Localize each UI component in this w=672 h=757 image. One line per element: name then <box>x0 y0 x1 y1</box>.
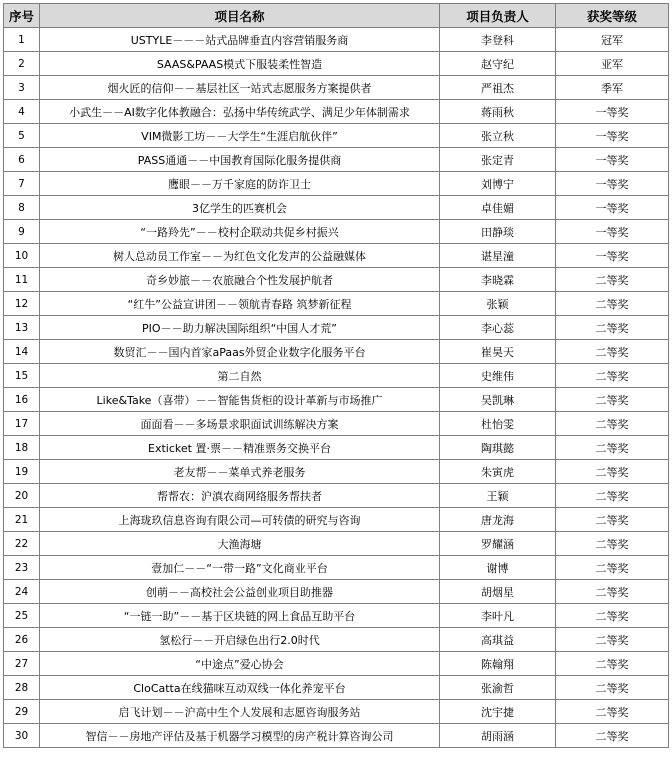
cell-project: 老友帮－－菜单式养老服务 <box>40 460 440 484</box>
cell-index: 13 <box>4 316 40 340</box>
cell-index: 19 <box>4 460 40 484</box>
cell-award: 二等奖 <box>556 412 669 436</box>
cell-owner: 田静琰 <box>440 220 556 244</box>
cell-project: SAAS&PAAS模式下服装柔性智造 <box>40 52 440 76</box>
cell-project: 大渔海塘 <box>40 532 440 556</box>
cell-award: 二等奖 <box>556 532 669 556</box>
cell-owner: 张定青 <box>440 148 556 172</box>
cell-owner: 胡雨涵 <box>440 724 556 748</box>
table-row <box>4 172 669 196</box>
cell-index: 6 <box>4 148 40 172</box>
cell-index: 14 <box>4 340 40 364</box>
cell-award: 一等奖 <box>556 220 669 244</box>
cell-index: 20 <box>4 484 40 508</box>
table-row <box>4 340 669 364</box>
cell-owner: 谢博 <box>440 556 556 580</box>
cell-award: 一等奖 <box>556 100 669 124</box>
cell-owner: 李晓霖 <box>440 268 556 292</box>
cell-index: 17 <box>4 412 40 436</box>
cell-owner: 高琪益 <box>440 628 556 652</box>
cell-project: 帮帮农：沪滇农商网络服务帮扶者 <box>40 484 440 508</box>
cell-award: 二等奖 <box>556 604 669 628</box>
cell-index: 15 <box>4 364 40 388</box>
cell-project: “红牛”公益宣讲团－－领航青春路 筑梦新征程 <box>40 292 440 316</box>
cell-owner: 蒋雨秋 <box>440 100 556 124</box>
cell-index: 21 <box>4 508 40 532</box>
cell-owner: 赵守纪 <box>440 52 556 76</box>
cell-index: 7 <box>4 172 40 196</box>
cell-index: 16 <box>4 388 40 412</box>
table-row <box>4 676 669 700</box>
cell-owner: 李叶凡 <box>440 604 556 628</box>
cell-index: 4 <box>4 100 40 124</box>
cell-owner: 唐龙海 <box>440 508 556 532</box>
table-row <box>4 580 669 604</box>
cell-award: 二等奖 <box>556 484 669 508</box>
cell-project: PIO－－助力解决国际组织“中国人才荒” <box>40 316 440 340</box>
table-row <box>4 316 669 340</box>
awards-table <box>3 3 669 748</box>
table-row <box>4 628 669 652</box>
table-row <box>4 724 669 748</box>
cell-award: 二等奖 <box>556 340 669 364</box>
cell-project: 面面看－－多场景求职面试训练解决方案 <box>40 412 440 436</box>
cell-index: 27 <box>4 652 40 676</box>
table-row <box>4 364 669 388</box>
table-row <box>4 52 669 76</box>
cell-award: 二等奖 <box>556 292 669 316</box>
cell-owner: 王颖 <box>440 484 556 508</box>
cell-project: Exticket 置·票－－精准票务交换平台 <box>40 436 440 460</box>
table-row <box>4 196 669 220</box>
cell-project: VIM微影工坊－－大学生“生涯启航伙伴” <box>40 124 440 148</box>
cell-index: 12 <box>4 292 40 316</box>
header-row <box>4 4 669 28</box>
table-header <box>4 4 669 28</box>
cell-owner: 崔昊天 <box>440 340 556 364</box>
cell-owner: 李登科 <box>440 28 556 52</box>
cell-project: PASS通通－－中国教育国际化服务提供商 <box>40 148 440 172</box>
cell-award: 一等奖 <box>556 244 669 268</box>
cell-award: 一等奖 <box>556 148 669 172</box>
cell-award: 二等奖 <box>556 724 669 748</box>
cell-owner: 吴凯琳 <box>440 388 556 412</box>
table-row <box>4 220 669 244</box>
cell-project: 第二自然 <box>40 364 440 388</box>
table-row <box>4 388 669 412</box>
cell-project: 小武生－－AI数字化体教融合：弘扬中华传统武学、满足少年体制需求 <box>40 100 440 124</box>
cell-project: 壹加仁－－“一带一路”文化商业平台 <box>40 556 440 580</box>
cell-owner: 胡烟星 <box>440 580 556 604</box>
cell-project: Like&Take（喜带）－－智能售货柜的设计革新与市场推广 <box>40 388 440 412</box>
cell-owner: 张渝哲 <box>440 676 556 700</box>
cell-project: 数贸汇－－国内首家aPaas外贸企业数字化服务平台 <box>40 340 440 364</box>
cell-index: 9 <box>4 220 40 244</box>
cell-project: USTYLE－－－站式品牌垂直内容营销服务商 <box>40 28 440 52</box>
cell-award: 二等奖 <box>556 652 669 676</box>
cell-project: 鹰眼－－万千家庭的防诈卫士 <box>40 172 440 196</box>
cell-award: 亚军 <box>556 52 669 76</box>
table-row <box>4 268 669 292</box>
header-owner: 项目负责人 <box>440 4 556 28</box>
cell-award: 二等奖 <box>556 700 669 724</box>
cell-award: 二等奖 <box>556 508 669 532</box>
cell-award: 二等奖 <box>556 388 669 412</box>
table-row <box>4 484 669 508</box>
cell-project: 氢松行－－开启绿色出行2.0时代 <box>40 628 440 652</box>
cell-award: 一等奖 <box>556 124 669 148</box>
table-row <box>4 292 669 316</box>
cell-project: 3亿学生的匹赛机会 <box>40 196 440 220</box>
cell-award: 一等奖 <box>556 172 669 196</box>
table-row <box>4 412 669 436</box>
table-body <box>4 28 669 748</box>
cell-index: 29 <box>4 700 40 724</box>
cell-owner: 严祖杰 <box>440 76 556 100</box>
cell-project: 上海珑玖信息咨询有限公司—可转债的研究与咨询 <box>40 508 440 532</box>
cell-project: 智信－－房地产评估及基于机器学习模型的房产税计算咨询公司 <box>40 724 440 748</box>
table-row <box>4 124 669 148</box>
cell-award: 二等奖 <box>556 316 669 340</box>
cell-index: 22 <box>4 532 40 556</box>
cell-project: “一链一助”－－基于区块链的网上食品互助平台 <box>40 604 440 628</box>
cell-owner: 张颖 <box>440 292 556 316</box>
cell-owner: 刘博宁 <box>440 172 556 196</box>
cell-index: 2 <box>4 52 40 76</box>
header-project: 项目名称 <box>40 4 440 28</box>
cell-project: 奇乡妙旅－－农旅融合个性发展护航者 <box>40 268 440 292</box>
table-row <box>4 148 669 172</box>
cell-award: 二等奖 <box>556 676 669 700</box>
cell-award: 二等奖 <box>556 460 669 484</box>
cell-project: 烟火匠的信仰－－基层社区一站式志愿服务方案提供者 <box>40 76 440 100</box>
header-award: 获奖等级 <box>556 4 669 28</box>
cell-owner: 卓佳媚 <box>440 196 556 220</box>
cell-index: 24 <box>4 580 40 604</box>
table-row <box>4 100 669 124</box>
table-row <box>4 28 669 52</box>
cell-award: 二等奖 <box>556 628 669 652</box>
cell-project: “一路羚先”－－校村企联动共促乡村振兴 <box>40 220 440 244</box>
table-row <box>4 508 669 532</box>
cell-project: 启飞计划－－沪高中生个人发展和志愿咨询服务站 <box>40 700 440 724</box>
table-row <box>4 604 669 628</box>
header-index: 序号 <box>4 4 40 28</box>
cell-index: 23 <box>4 556 40 580</box>
cell-owner: 谌星潼 <box>440 244 556 268</box>
cell-index: 25 <box>4 604 40 628</box>
cell-owner: 张立秋 <box>440 124 556 148</box>
cell-index: 3 <box>4 76 40 100</box>
cell-owner: 陈翰翔 <box>440 652 556 676</box>
table-row <box>4 460 669 484</box>
cell-award: 二等奖 <box>556 580 669 604</box>
cell-index: 30 <box>4 724 40 748</box>
table-row <box>4 436 669 460</box>
cell-owner: 李心蕊 <box>440 316 556 340</box>
cell-project: “中途点”爱心协会 <box>40 652 440 676</box>
cell-index: 26 <box>4 628 40 652</box>
cell-owner: 沈宇捷 <box>440 700 556 724</box>
cell-owner: 朱寅虎 <box>440 460 556 484</box>
cell-award: 冠军 <box>556 28 669 52</box>
cell-index: 1 <box>4 28 40 52</box>
cell-index: 5 <box>4 124 40 148</box>
cell-owner: 罗耀涵 <box>440 532 556 556</box>
cell-owner: 陶琪懿 <box>440 436 556 460</box>
table-row <box>4 532 669 556</box>
cell-award: 二等奖 <box>556 556 669 580</box>
table-row <box>4 556 669 580</box>
cell-project: 创萌－－高校社会公益创业项目助推器 <box>40 580 440 604</box>
cell-award: 二等奖 <box>556 364 669 388</box>
cell-project: CloCatta在线猫咪互动双线一体化养宠平台 <box>40 676 440 700</box>
cell-award: 二等奖 <box>556 268 669 292</box>
cell-index: 10 <box>4 244 40 268</box>
cell-award: 二等奖 <box>556 436 669 460</box>
cell-index: 28 <box>4 676 40 700</box>
cell-owner: 杜怡雯 <box>440 412 556 436</box>
cell-index: 8 <box>4 196 40 220</box>
cell-project: 树人总动员工作室－－为红色文化发声的公益融媒体 <box>40 244 440 268</box>
cell-award: 一等奖 <box>556 196 669 220</box>
cell-index: 18 <box>4 436 40 460</box>
cell-owner: 史维伟 <box>440 364 556 388</box>
table-row <box>4 244 669 268</box>
cell-index: 11 <box>4 268 40 292</box>
cell-award: 季军 <box>556 76 669 100</box>
table-row <box>4 76 669 100</box>
table-row <box>4 652 669 676</box>
table-row <box>4 700 669 724</box>
